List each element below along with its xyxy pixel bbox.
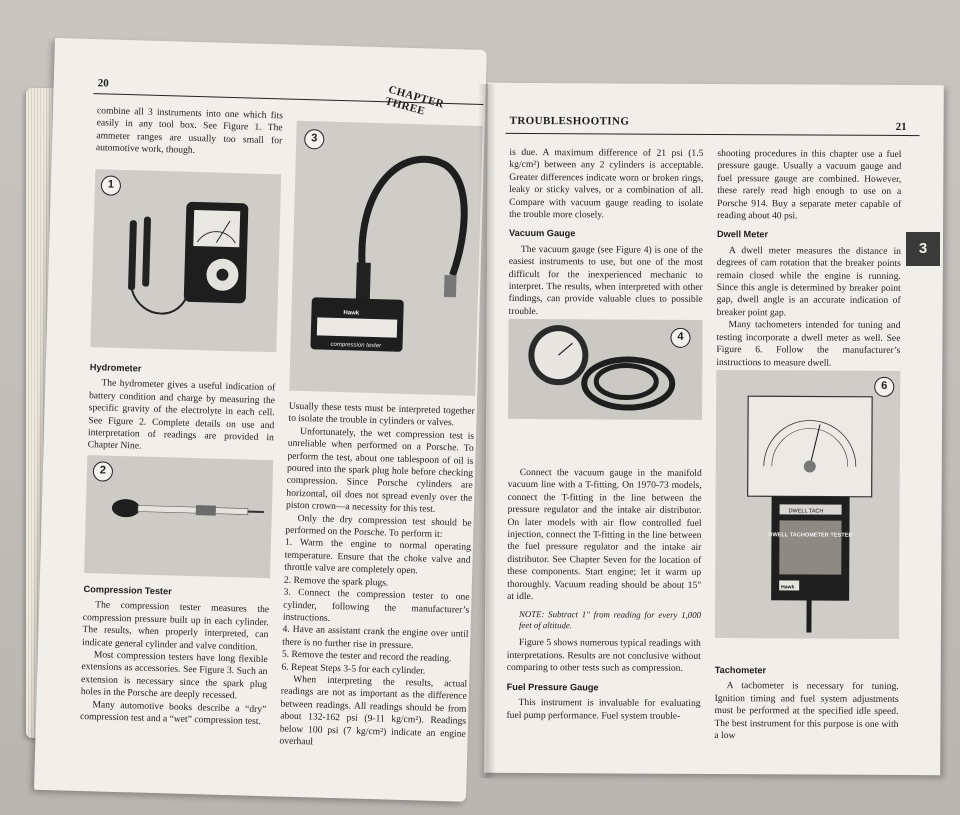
figure-3-photo [289,121,482,396]
book-gutter [478,84,496,778]
page-number-right: 21 [895,120,907,134]
step-item: 6. Repeat Steps 3-5 for each cylinder. [281,661,426,677]
tachometer-heading: Tachometer [714,665,767,676]
left-page-col1 [96,105,283,160]
col2-p4: When interpreting the results, actual readings are not as important as the difference between readings. All readings should be from about 132-162 psi (9-11 kg/cm²). Readings below 100 psi (7 kg/cm²) indicate an engine overhaul [279,673,468,748]
left-page [34,38,487,802]
tachometer-text: A tachometer is necessary for tuning. Ignition timing and fuel system adjustments must be performed at the specified idle speed. The best instrument for this purpose is one with a low [714,680,899,742]
running-head-right: TROUBLESHOOTING [509,114,630,128]
chapter-thumb-tab: 3 [906,232,940,266]
left-page-col2 [279,401,475,753]
figure-1-photo [90,169,281,352]
col2-p1: Usually these tests must be interpreted together to isolate the trouble in cylinders or valves. [288,400,475,429]
dwell-heading: Dwell Meter [716,229,769,240]
fig3-label: compression tester [330,341,382,350]
vacuum-text: The vacuum gauge (see Figure 4) is one of the easiest instruments to use, but one of the most difficult for the inexperienced mechanic to interpret. The results, when interpreted with other findings, can provide valuable clues to possible trouble. [508,243,703,317]
figure-4-number: 4 [670,328,690,348]
compression-tester-illustration [289,121,482,396]
compression-p3: Many automotive books describe a “dry” compression test and a “wet” compression test. [79,698,267,728]
multimeter-illustration [90,169,281,352]
rcol2-p1: shooting procedures in this chapter use a fuel pressure gauge. Usually a vacuum gauge and fuel pressure gauge are combined. However, these rarely read high enough to use on a Porsche 914. Buy a separate meter capable of reading about 40 psi. [717,148,902,222]
compression-section [80,577,270,729]
dwell-tachometer-illustration [715,370,900,639]
compression-p1: The compression tester measures the compression pressure built up in each cylinder. The results, when properly interpreted, can indicate general cylinder and valve condition. [81,599,270,653]
vacuum-heading: Vacuum Gauge [508,228,576,239]
dwell-p2: Many tachometers intended for tuning and testing incorporate a dwell meter as well. See Figure 6. Follow the manufacturer’s instructions to measure dwell. [716,319,901,369]
header-rule-right [506,133,920,136]
figure-1-number: 1 [101,175,122,196]
dwell-p1: A dwell meter measures the distance in degrees of cam rotation that the breaker points remain closed while the engine is running. Since this angle is determined by breaker point gap, dwell angle is an accurate indication of breaker point gap. [716,244,901,319]
figure-6-photo [715,370,900,639]
rcol1-p1: is due. A maximum difference of 21 psi (1.5 kg/cm²) between any 2 cylinders is acceptable. Greater differences indicate worn or broken rings, leaky or sticky valves, or a combination of all. Compare with vacuum gauge reading to isolate the trouble more closely. [509,146,704,221]
fuel-pressure-heading: Fuel Pressure Gauge [506,681,599,693]
right-page-col1-bottom [506,467,701,723]
compression-steps [281,537,471,679]
fig6-brand: Hawk [781,584,795,591]
compression-p2: Most compression testers have long flexible extensions as accessories. See Figure 3. Such an extension is necessary since the spark plug holes in the Porsche are deeply recessed. [80,649,268,702]
right-page [484,83,944,775]
compression-heading: Compression Tester [83,584,172,597]
right-page-col1-top [509,147,704,319]
figure-3-number: 3 [304,129,325,150]
step-item: 2. Remove the spark plugs. [283,574,389,589]
right-page-col2-top [716,148,901,370]
step-item: 1. Warm the engine to normal operating temperature. Ensure that the choke valve and throttle valve are completely open. [284,537,472,577]
intro-paragraph: combine all 3 instruments into one which fits easily in any tool box. See Figure 1. The ammeter ranges are usually too small for automotive work, though. [95,105,284,157]
fig6-switch-label: DWELL TACH [788,508,824,515]
col2-p2: Unfortunately, the wet compression test is unreliable when performed on a Porsche. To perform the test, about one tablespoon of oil is poured into the spark plug hole before checking compression. Since Porsche cylinders are horizontal, oil does not spread evenly over the piston crown—a necessity for this test. [285,425,475,516]
fig6-label: DWELL TACHOMETER TESTER [768,532,853,539]
hydrometer-section [87,355,276,457]
connect-text: Connect the vacuum gauge in the manifold vacuum line with a T-fitting. On 1970-73 models, connect the T-fitting in the line between the pressure regulator and the intake air distributor. On later models with air flow controlled fuel injection, connect the T-fitting in the line between the fuel pressure regulator and the intake air distributor. See Chapter Seven for the location of these components. Start engine; let it warm up thoroughly. Vacuum reading should be about 15" at idle. [507,466,702,603]
fig3-brand: Hawk [343,310,360,317]
figure-2-number: 2 [93,461,114,482]
step-item: 4. Have an assistant crank the engine over until there is no further rise in pressure. [282,623,469,651]
hydrometer-text: The hydrometer gives a useful indication of battery condition and charge by measuring the specific gravity of the electrolyte in each cell. See Figure 2. Complete details on use and interpretation of readings are provided in Chapter Nine. [87,377,276,453]
page-number-left: 20 [97,77,109,90]
running-head-left: CHAPTER THREE [383,83,446,118]
step-item: 5. Remove the tester and record the reading. [281,648,452,665]
figure-5-text: Figure 5 shows numerous typical readings with interpretations. Results are not conclusive without comparing to other tests such as compression. [506,637,701,675]
right-page-col2-bottom [714,658,898,743]
col2-p3: Only the dry compression test should be performed on the Porsche. To perform it: [285,512,472,541]
step-item: 3. Connect the compression tester to one cylinder, following the manufacturer’s instructions. [282,586,470,624]
figure-6-number: 6 [874,377,894,397]
hydrometer-heading: Hydrometer [89,362,142,374]
fuel-pressure-text: This instrument is invaluable for evaluating fuel pump performance. Fuel system trouble- [506,697,701,722]
altitude-note: NOTE: Subtract 1" from reading for every 1,000 feet of altitude. [518,609,702,631]
